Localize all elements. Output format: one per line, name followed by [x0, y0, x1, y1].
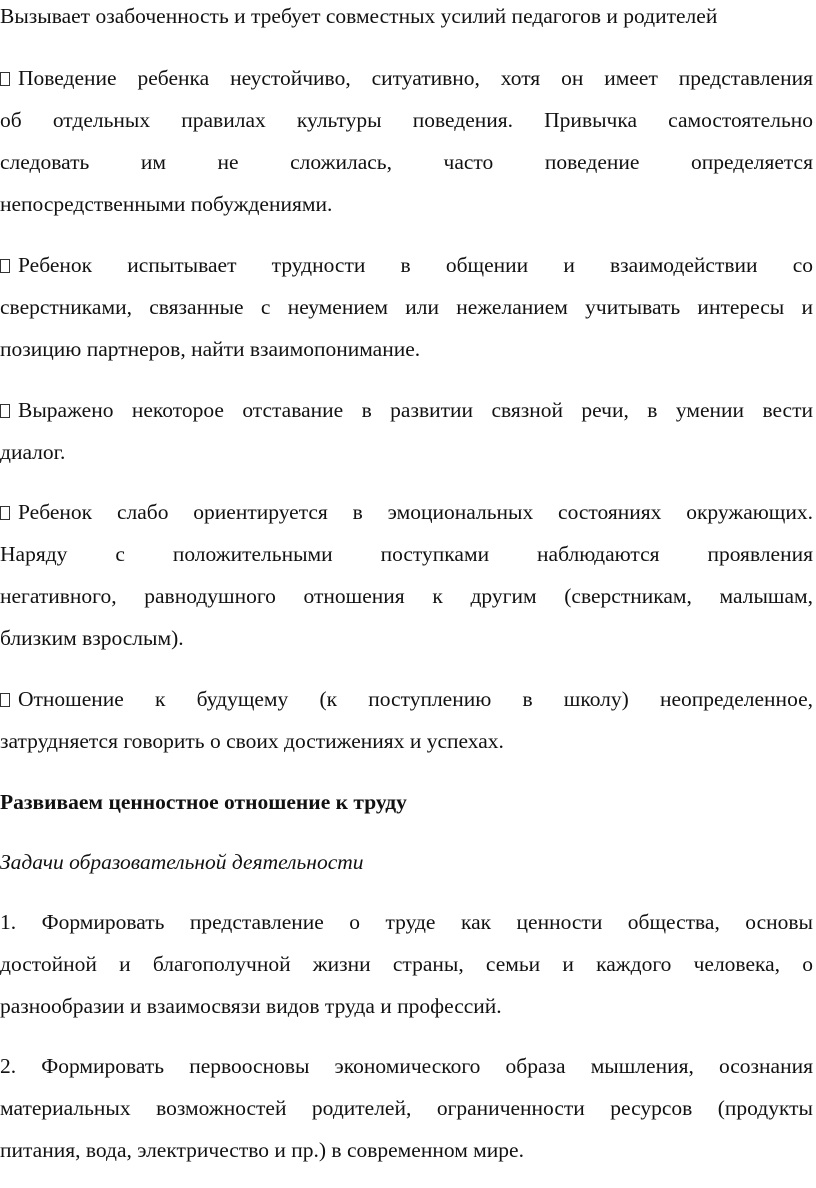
list-item-line: Отношение к будущему (к поступлению в школу) неопределенное,	[0, 685, 813, 713]
task-line: питания, вода, электричество и пр.) в современном мире.	[0, 1138, 524, 1162]
task-line: материальных возможностей родителей, ограниченности ресурсов (продукты	[0, 1096, 813, 1120]
list-item-line: негативного, равнодушного отношения к другим (сверстникам, малышам,	[0, 584, 813, 608]
bullet-box-icon	[0, 404, 10, 418]
bullet-box-icon	[0, 506, 10, 520]
list-item-line: диалог.	[0, 440, 66, 464]
list-item-line: Поведение ребенка неустойчиво, ситуативно, хотя он имеет представления	[0, 64, 813, 92]
list-item-line: позицию партнеров, найти взаимопонимание.	[0, 337, 421, 361]
bullet-box-icon	[0, 259, 10, 273]
list-item-line: Ребенок испытывает трудности в общении и взаимодействии со	[0, 251, 813, 279]
list-item-line: Наряду с положительными поступками наблюдаются проявления	[0, 542, 813, 566]
list-item-line: затрудняется говорить о своих достижениях и успехах.	[0, 729, 504, 753]
task-line: 2. Формировать первоосновы экономического образа мышления, осознания	[0, 1054, 813, 1078]
list-item-line: об отдельных правилах культуры поведения. Привычка самостоятельно	[0, 108, 813, 132]
subheading: Задачи образовательной деятельности	[0, 850, 364, 874]
list-item-line: непосредственными побуждениями.	[0, 192, 333, 216]
list-item-line: Выражено некоторое отставание в развитии связной речи, в умении вести	[0, 396, 813, 424]
task-line: разнообразии и взаимосвязи видов труда и профессий.	[0, 994, 502, 1018]
task-line: 1. Формировать представление о труде как ценности общества, основы	[0, 910, 813, 934]
intro-line: Вызывает озабоченность и требует совместных усилий педагогов и родителей	[0, 4, 718, 28]
task-line: достойной и благополучной жизни страны, семьи и каждого человека, о	[0, 952, 813, 976]
bullet-box-icon	[0, 693, 10, 707]
list-item-line: сверстниками, связанные с неумением или нежеланием учитывать интересы и	[0, 295, 813, 319]
list-item-line: близким взрослым).	[0, 626, 184, 650]
list-item-line: следовать им не сложилась, часто поведение определяется	[0, 150, 813, 174]
section-heading: Развиваем ценностное отношение к труду	[0, 790, 407, 814]
list-item-line: Ребенок слабо ориентируется в эмоциональных состояниях окружающих.	[0, 498, 813, 526]
bullet-box-icon	[0, 72, 10, 86]
